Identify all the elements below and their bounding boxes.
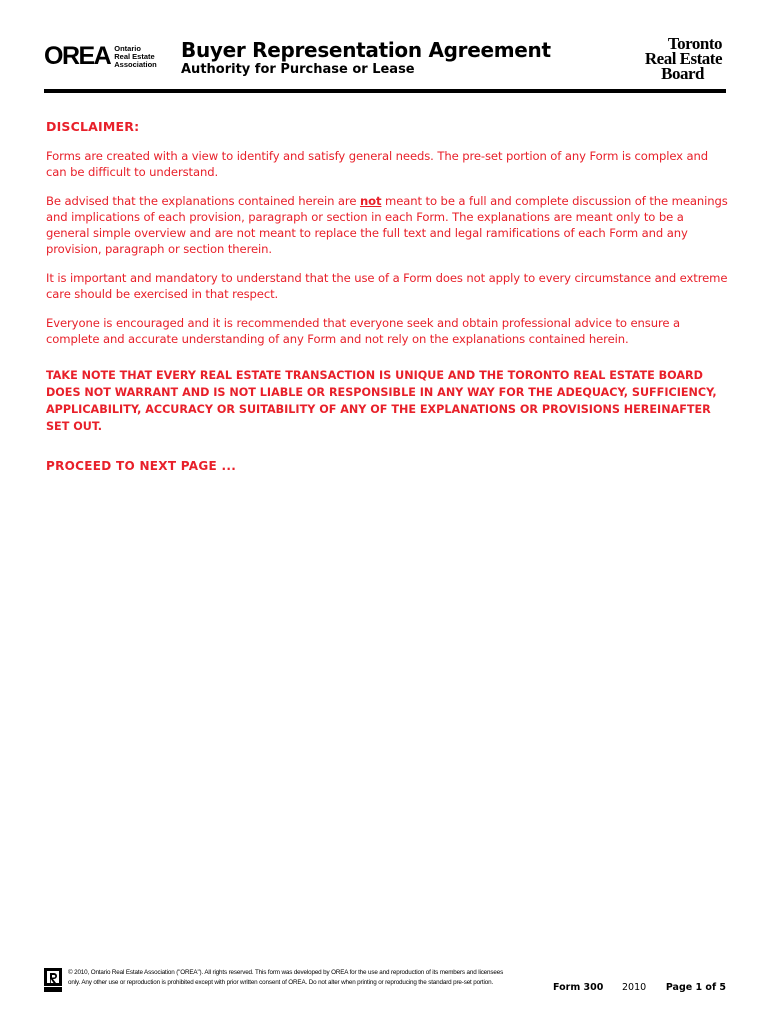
- form-number: Form 300: [553, 982, 604, 993]
- orea-sub-line: Ontario: [114, 43, 141, 53]
- board-logo-line: Toronto: [667, 34, 722, 53]
- orea-sub-line: Real Estate: [114, 51, 155, 61]
- disclaimer-heading: DISCLAIMER:: [46, 119, 140, 134]
- liability-warning: TAKE NOTE THAT EVERY REAL ESTATE TRANSACTION IS UNIQUE AND THE TORONTO REAL ESTATE BOARD DOES NOT WARRANT AND IS NOT LIABLE OR RESPONSIBLE IN ANY WAY FOR THE ADEQUACY, SUFFICIENCY, APPLICABILITY, ACCURACY OR SUITABILITY OF ANY OF THE EXPLANATIONS OR PROVISIONS HEREINAFTER SET OUT.: [46, 369, 717, 433]
- copyright-line: © 2010, Ontario Real Estate Association ("OREA"). All rights reserved. This form was developed by OREA for the use and reproduction of its members and licensees: [68, 969, 504, 976]
- realtor-logo-icon: [44, 968, 62, 992]
- orea-sub-line: Association: [114, 59, 157, 69]
- document-subtitle: Authority for Purchase or Lease: [181, 62, 415, 77]
- document-header: [44, 34, 726, 90]
- page-indicator: Page 1 of 5: [665, 982, 726, 993]
- disclaimer-paragraph: It is important and mandatory to understand that the use of a Form does not apply to every circumstance and extreme care should be exercised in that respect.: [46, 271, 728, 301]
- orea-logo: [44, 44, 157, 69]
- header-divider: [44, 89, 726, 93]
- document-title: Buyer Representation Agreement: [181, 38, 551, 62]
- title-block: [181, 38, 551, 78]
- disclaimer-paragraph: Forms are created with a view to identify and satisfy general needs. The pre-set portion of any Form is complex and can be difficult to understand.: [46, 149, 709, 179]
- proceed-to-next-page: PROCEED TO NEXT PAGE ...: [46, 459, 237, 473]
- disclaimer-section: [46, 119, 728, 473]
- board-logo-line: Board: [661, 64, 704, 83]
- paragraph-text: meant to be a full and complete discussion of the meanings and implications of each provision, paragraph or section in each Form. The explanations are meant only to be a general simple overview and are not meant to replace the full text and legal ramifications of each Form and any provision, paragraph or section therein.: [46, 194, 728, 256]
- form-year: 2010: [622, 982, 647, 993]
- disclaimer-paragraph: [46, 193, 728, 257]
- orea-logo-subtitle: [114, 45, 157, 69]
- orea-logo-mark: OREA: [44, 42, 111, 70]
- disclaimer-paragraph: Everyone is encouraged and it is recommended that everyone seek and obtain professional advice to ensure a complete and accurate understanding of any Form and not rely on the explanations contained herein.: [46, 316, 680, 346]
- document-footer: [44, 966, 728, 996]
- paragraph-text: Be advised that the explanations contained herein are: [46, 194, 360, 208]
- toronto-real-estate-board-logo: [645, 36, 722, 81]
- emphasis-not: not: [359, 194, 382, 208]
- board-logo-line: Real Estate: [644, 49, 722, 68]
- copyright-notice: [68, 968, 548, 988]
- copyright-line: only. Any other use or reproduction is prohibited except with prior written consent of OREA. Do not alter when printing or reproducing the standard pre-set portion.: [68, 979, 494, 986]
